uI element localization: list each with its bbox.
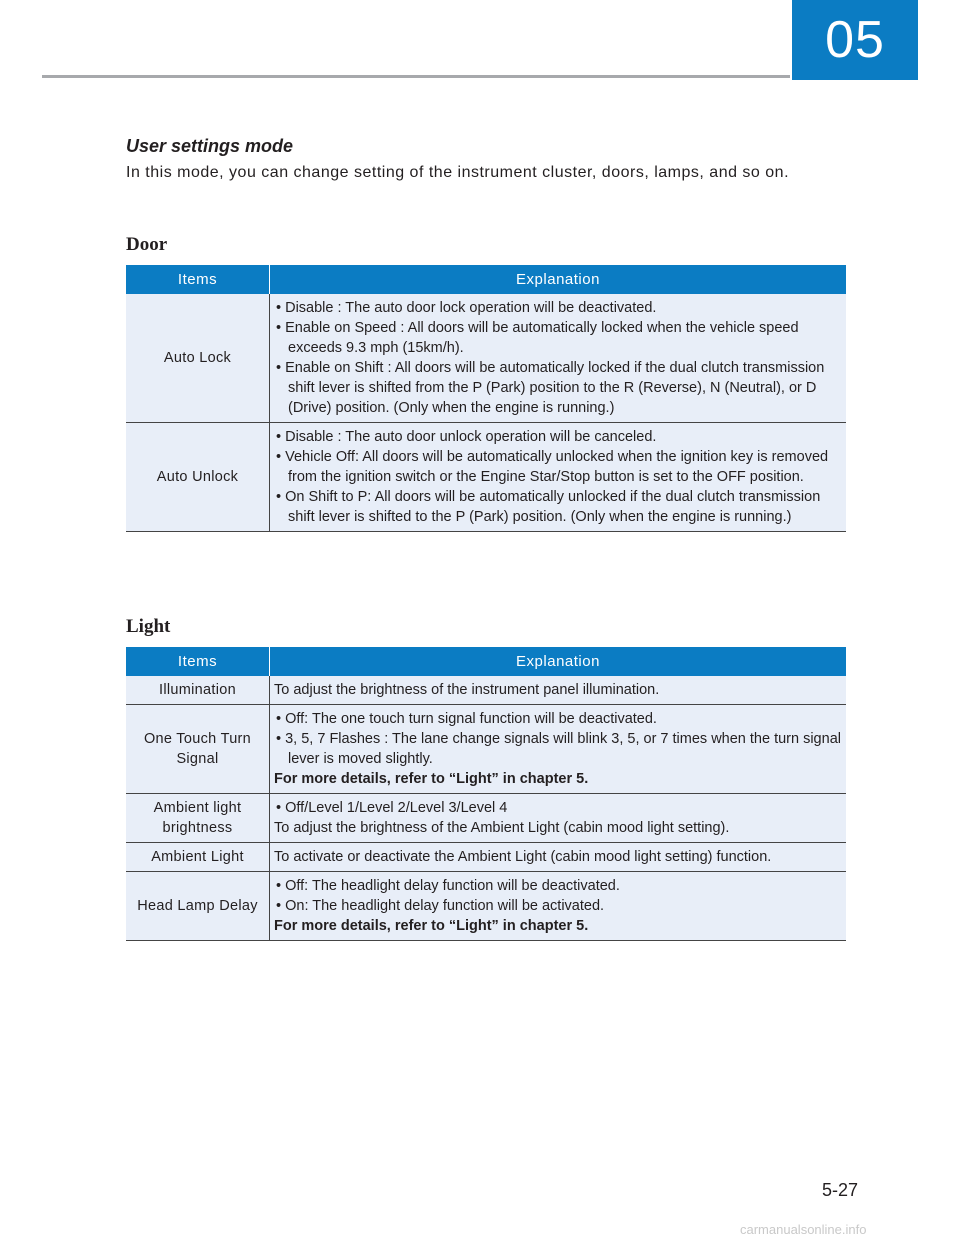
explanation-line: • Enable on Speed : All doors will be automatically locked when the vehicle speed exceeds 9.3 mph (15km/h). xyxy=(276,320,799,356)
explanation-line: • Off: The one touch turn signal function will be deactivated. xyxy=(276,711,657,727)
explanation-line: • On: The headlight delay function will be activated. xyxy=(276,898,605,914)
header-rule xyxy=(42,75,790,78)
row-item: Ambient light brightness xyxy=(126,794,270,843)
row-explanation xyxy=(270,843,847,872)
explanation-line: • Disable : The auto door unlock operation will be canceled. xyxy=(276,429,657,445)
row-item: Head Lamp Delay xyxy=(126,872,270,941)
explanation-line: For more details, refer to “Light” in chapter 5. xyxy=(274,771,589,787)
table-row xyxy=(126,843,846,872)
table-row xyxy=(126,705,846,794)
row-explanation xyxy=(270,423,847,532)
row-explanation xyxy=(270,294,847,423)
explanation-line: For more details, refer to “Light” in chapter 5. xyxy=(274,918,589,934)
row-explanation xyxy=(270,676,847,705)
table-row xyxy=(126,423,846,532)
explanation-line: To adjust the brightness of the instrument panel illumination. xyxy=(274,682,660,698)
door-col-items: Items xyxy=(126,265,270,294)
row-explanation xyxy=(270,705,847,794)
explanation-line: • On Shift to P: All doors will be automatically unlocked if the dual clutch transmission shift lever is shifted to the P (Park) position. (Only when the engine is running.) xyxy=(276,489,821,525)
row-explanation xyxy=(270,872,847,941)
section-intro: In this mode, you can change setting of the instrument cluster, doors, lamps, and so on. xyxy=(126,164,790,181)
row-item: Illumination xyxy=(126,676,270,705)
light-col-items: Items xyxy=(126,647,270,676)
light-col-explanation: Explanation xyxy=(270,647,847,676)
table-row xyxy=(126,676,846,705)
explanation-line: • 3, 5, 7 Flashes : The lane change signals will blink 3, 5, or 7 times when the turn signal lever is moved slightly. xyxy=(276,731,841,767)
explanation-line: To activate or deactivate the Ambient Light (cabin mood light setting) function. xyxy=(274,849,772,865)
door-col-explanation: Explanation xyxy=(270,265,847,294)
explanation-line: • Off: The headlight delay function will be deactivated. xyxy=(276,878,620,894)
row-explanation xyxy=(270,794,847,843)
explanation-line: • Vehicle Off: All doors will be automatically unlocked when the ignition key is removed from the ignition switch or the Engine Star/Stop button is set to the OFF position. xyxy=(276,449,829,485)
light-table xyxy=(126,647,846,941)
row-item: Auto Lock xyxy=(126,294,270,423)
explanation-line: • Enable on Shift : All doors will be automatically locked if the dual clutch transmission shift lever is shifted from the P (Park) position to the R (Reverse), N (Neutral), or D (Drive) position. (Only when the engine is running.) xyxy=(276,360,825,416)
explanation-line: To adjust the brightness of the Ambient Light (cabin mood light setting). xyxy=(274,820,730,836)
section-title: User settings mode xyxy=(126,136,294,156)
door-table xyxy=(126,265,846,532)
door-heading: Door xyxy=(126,234,168,255)
page-number: 5-27 xyxy=(822,1180,859,1200)
table-row xyxy=(126,294,846,423)
light-table-body xyxy=(126,676,846,941)
explanation-line: • Disable : The auto door lock operation will be deactivated. xyxy=(276,300,657,316)
watermark: carmanualsonline.info xyxy=(740,1222,867,1237)
table-row xyxy=(126,872,846,941)
explanation-line: • Off/Level 1/Level 2/Level 3/Level 4 xyxy=(276,800,508,816)
light-heading: Light xyxy=(126,616,171,637)
row-item: One Touch Turn Signal xyxy=(126,705,270,794)
row-item: Auto Unlock xyxy=(126,423,270,532)
table-row xyxy=(126,794,846,843)
door-table-body xyxy=(126,294,846,532)
chapter-tab: 05 xyxy=(792,0,918,80)
row-item: Ambient Light xyxy=(126,843,270,872)
